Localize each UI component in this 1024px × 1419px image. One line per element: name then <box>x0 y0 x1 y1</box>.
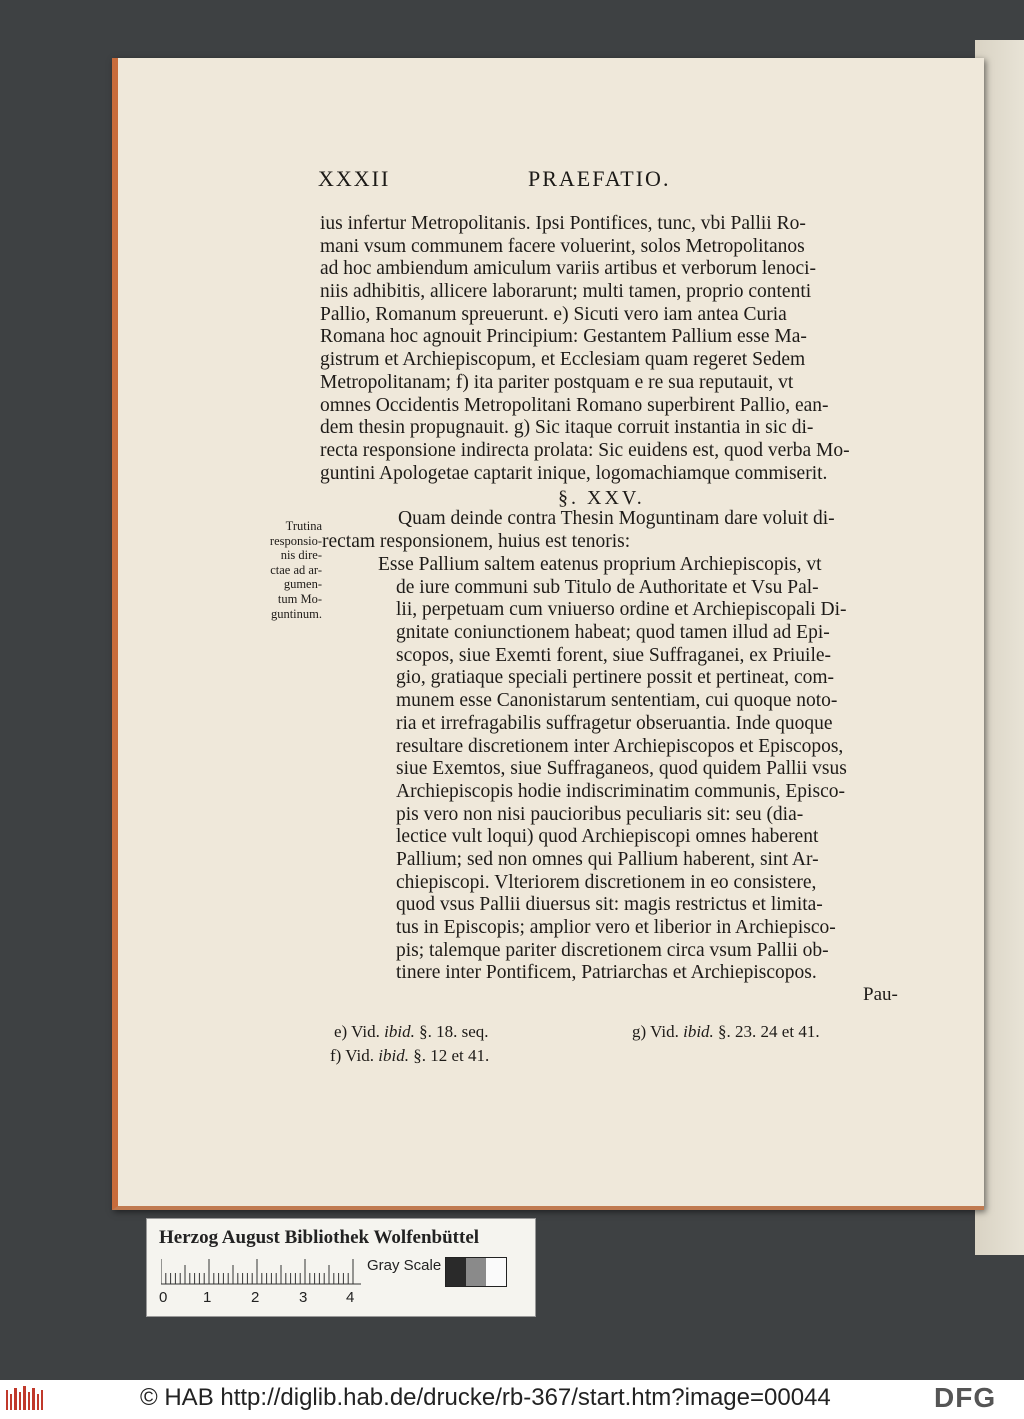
text-line: rectam responsionem, huius est tenoris: <box>322 530 631 552</box>
text-line: gistrum et Archiepiscopum, et Ecclesiam quam regeret Sedem <box>320 349 806 371</box>
text-line: Metropolitanam; f) ita pariter postquam e re sua reputauit, vt <box>320 371 794 393</box>
text-line: niis adhibitis, allicere laborarunt; multi tamen, proprio contenti <box>320 281 812 303</box>
library-label-card <box>146 1218 536 1317</box>
gray-scale-label: Gray Scale <box>367 1257 442 1274</box>
footnote-ref: §. 12 et 41. <box>408 1046 490 1065</box>
text-line: siue Exemtos, siue Suffraganeos, quod quidem Pallii vsus <box>396 758 847 780</box>
footer-url: © HAB http://diglib.hab.de/drucke/rb-367/start.htm?image=00044 <box>140 1384 831 1411</box>
margin-note-line: nis dire- <box>280 548 322 563</box>
footnote-ibid: ibid. <box>384 1022 415 1041</box>
text-line: lectice vult loqui) quod Archiepiscopi omnes haberent <box>396 826 819 848</box>
dfg-logo: DFG <box>934 1382 997 1413</box>
margin-note-line: tum Mo- <box>277 591 322 606</box>
footnote-ibid: ibid. <box>683 1022 714 1041</box>
text-line: Archiepiscopis hodie indiscriminatim communis, Episco- <box>396 780 845 802</box>
text-line: recta responsione indirecta prolata: Sic euidens est, quod verba Mo- <box>320 439 850 461</box>
footnote-label: e) Vid. <box>334 1022 385 1041</box>
footnote-label: g) Vid. <box>632 1022 684 1041</box>
text-line: dem thesin propugnauit. g) Sic itaque corruit instantia in sic di- <box>320 417 814 439</box>
catchword: Pau- <box>863 984 898 1005</box>
library-name: Herzog August Bibliothek Wolfenbüttel <box>159 1227 480 1248</box>
page-number: XXXII <box>318 166 391 191</box>
text-line: ius infertur Metropolitanis. Ipsi Pontifices, tunc, vbi Pallii Ro- <box>320 213 806 234</box>
text-line: guntini Apologetae captarit inique, logomachiamque commiserit. <box>320 462 828 484</box>
margin-note-line: responsio- <box>269 533 322 548</box>
text-line: Pallium; sed non omnes qui Pallium haberent, sint Ar- <box>396 848 819 870</box>
main-text-block <box>320 213 850 485</box>
running-title: PRAEFATIO. <box>528 166 671 191</box>
ruler-number: 4 <box>346 1289 355 1306</box>
text-line: gnitate coniunctionem habeat; quod tamen illud ad Epi- <box>396 622 830 644</box>
ruler-number: 3 <box>299 1289 308 1306</box>
footnote-f <box>330 1046 489 1066</box>
hab-logo-icon <box>6 1386 46 1414</box>
margin-note-line: ctae ad ar- <box>270 562 322 577</box>
margin-note-line: gumen- <box>283 577 322 592</box>
text-line: ad hoc ambiendum amiculum variis artibus et verborum lenoci- <box>320 258 817 280</box>
footnote-ibid: ibid. <box>378 1046 409 1065</box>
text-line: tus in Episcopis; amplior vero et liberior in Archiepisco- <box>396 917 836 938</box>
text-line: Pallio, Romanum spreuerunt. e) Sicuti vero iam antea Curia <box>320 303 787 325</box>
footnote-label: f) Vid. <box>330 1046 379 1065</box>
footnote-ref: §. 23. 24 et 41. <box>713 1022 820 1041</box>
text-line: Romana hoc agnouit Principium: Gestantem Pallium esse Ma- <box>320 326 807 348</box>
text-line: pis; talemque pariter discretionem circa vsum Pallii ob- <box>396 939 829 961</box>
paragraph-intro <box>322 508 835 553</box>
margin-note-line: guntinum. <box>270 606 322 621</box>
footer-bar <box>0 1380 1024 1419</box>
footnote-g <box>632 1022 820 1042</box>
footnote-e <box>334 1022 489 1042</box>
margin-note <box>240 519 322 621</box>
text-line: scopos, siue Exemti forent, siue Suffraganei, ex Priuile- <box>396 644 832 666</box>
section-heading: §. XXV. <box>558 487 645 509</box>
margin-note-line: Trutina <box>285 519 322 533</box>
text-line: Esse Pallium saltem eatenus proprium Archiepiscopis, vt <box>378 554 822 575</box>
footnote-ref: §. 18. seq. <box>414 1022 489 1041</box>
text-line: mani vsum communem facere voluerint, solos Metropolitanos <box>320 235 805 257</box>
ruler-number: 1 <box>203 1289 212 1306</box>
quoted-text-block <box>378 554 847 985</box>
measure-ruler <box>161 1259 361 1285</box>
text-line: Quam deinde contra Thesin Moguntinam dare voluit di- <box>398 508 835 529</box>
text-line: munem esse Canonistarum sententiam, cui quoque noto- <box>396 690 838 712</box>
text-line: lii, perpetuam cum vniuerso ordine et Archiepiscopali Di- <box>396 599 847 621</box>
text-line: pis vero non nisi paucioribus peculiaris sit: seu (dia- <box>396 803 804 825</box>
text-line: quod vsus Pallii diuersus sit: magis restrictus et limita- <box>396 894 823 916</box>
text-line: resultare discretionem inter Archiepiscopos et Episcopos, <box>396 735 844 757</box>
text-line: tinere inter Pontificem, Patriarchas et Archiepiscopos. <box>396 962 817 984</box>
ruler-number: 2 <box>251 1289 260 1306</box>
text-line: chiepiscopi. Vlteriorem discretionem in eo consistere, <box>396 871 817 893</box>
text-line: omnes Occidentis Metropolitani Romano superbirent Pallio, ean- <box>320 394 829 416</box>
text-line: ria et irrefragabilis suffragetur obseruantia. Inde quoque <box>396 712 833 734</box>
gray-scale-swatches <box>445 1257 507 1287</box>
text-line: gio, gratiaque speciali pertinere possit et pertineat, com- <box>396 667 835 689</box>
ruler-number: 0 <box>159 1289 168 1306</box>
text-line: de iure communi sub Titulo de Authoritate et Vsu Pal- <box>396 576 819 598</box>
